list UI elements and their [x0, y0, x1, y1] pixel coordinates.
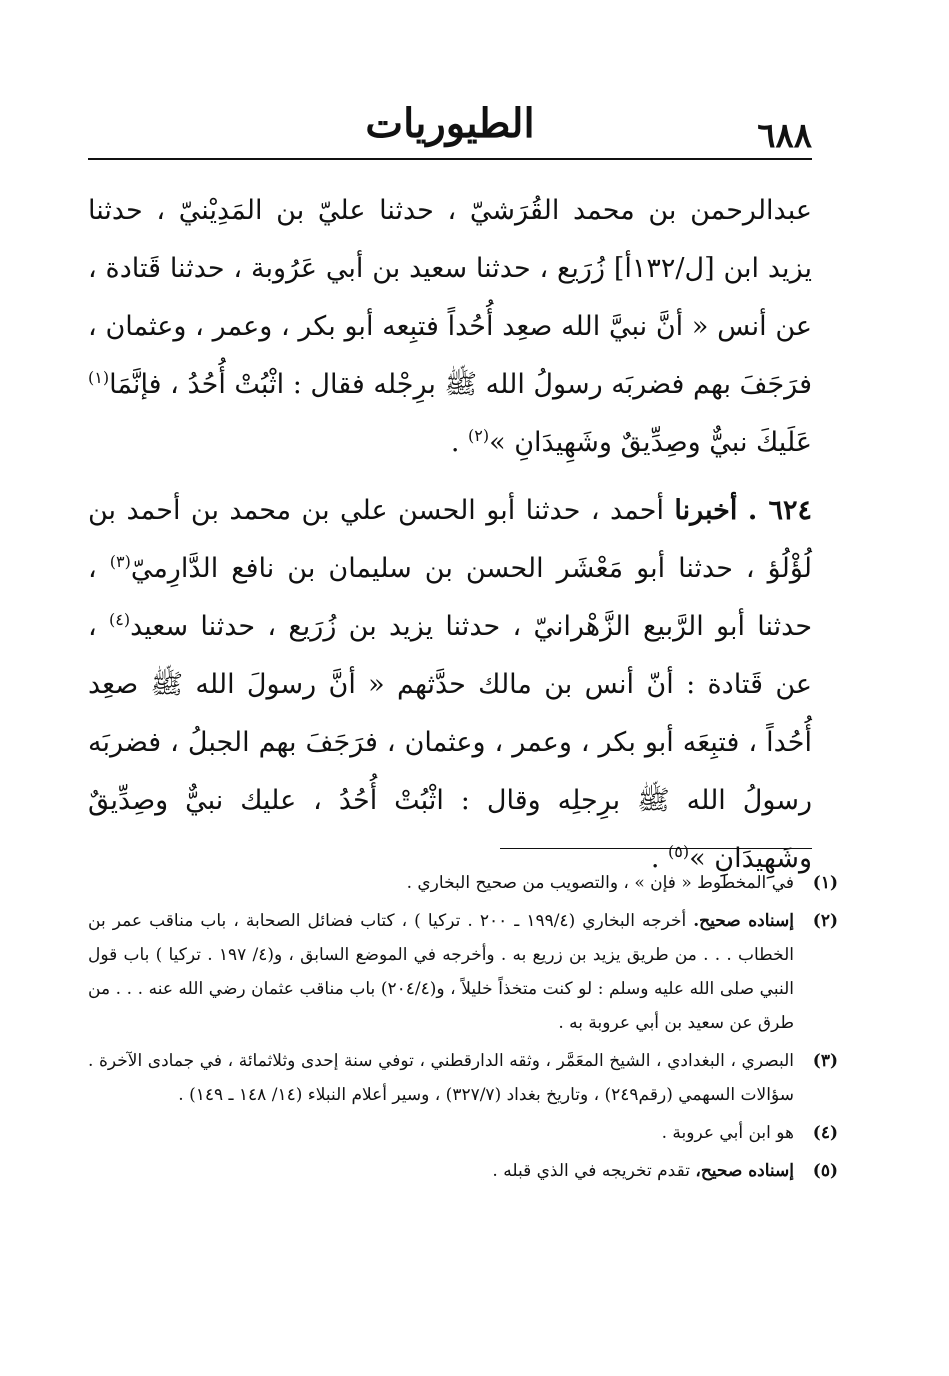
footnote-body: البصري ، البغدادي ، الشيخ المعَمَّر ، وثقه الدارقطني ، توفي سنة إحدى وثلاثمائة ، في جمادى الآخرة . سؤالات السهمي (رقم٢٤٩) ، وتاريخ بغداد (٣٢٧/٧) ، وسير أعلام النبلاء (١٤/ ١٤٨ ـ ١٤٩) .: [88, 1051, 794, 1105]
footnote-bold: إسناده صحيح،: [695, 1161, 794, 1181]
paragraph-text: عَلَيكَ نبيٌّ وصِدِّيقٌ وشَهِيدَانِ »: [489, 427, 812, 458]
footnote-2: [88, 904, 838, 1040]
footnotes: [88, 866, 838, 1192]
footnote-number: (٥): [812, 1161, 838, 1181]
hadith-number: ٦٢٤ .: [747, 495, 812, 526]
footnote-number: (٢): [812, 911, 838, 931]
footnote-4: [88, 1116, 838, 1150]
footnote-text: [88, 1154, 794, 1188]
footnote-body: أخرجه البخاري (١٩٩/٤ ـ ٢٠٠ . تركيا ) ، كتاب فضائل الصحابة ، باب مناقب عمر بن الخطاب . . . من طريق يزيد بن زريع به . وأخرجه في الموضع السابق ، و(٤/ ١٩٧ . تركيا ) باب قول النبي صلى الله عليه وسلم : لو كنت متخذاً خليلاً ، و(٢٠٤/٤) باب مناقب عثمان رضي الله عنه . . . من طرق عن سعيد بن أبي عروبة به .: [88, 911, 795, 1033]
footnote-text: [88, 866, 794, 900]
footnote-text: [88, 1044, 794, 1112]
footnote-ref-4[interactable]: (٤): [109, 610, 131, 629]
lead-word: أخبرنا: [674, 495, 738, 526]
footnote-ref-3[interactable]: (٣): [109, 552, 131, 571]
paragraph-text: .: [650, 843, 669, 874]
paragraph-text: عبدالرحمن بن محمد القُرَشيّ ، حدثنا عليّ بن المَدِيْنيّ ، حدثنا يزيد ابن [ل/١٣٢أ] زُرَيع ، حدثنا سعيد بن أبي عَرُوبة ، حدثنا قَتادة ، عن أنس « أنَّ نبيَّ الله صعِد أُحُداً فتبِعه أبو بكر ، وعمر ، وعثمان ، فرَجَفَ بهم فضربَه رسولُ الله ﷺ برِجْله فقال : اثْبُتْ أُحُدُ ، فإنَّمَا: [88, 195, 812, 400]
main-text: [88, 182, 812, 888]
paragraph-623-continuation: [88, 182, 812, 472]
footnote-body: في المخطوط « فإن » ، والتصويب من صحيح البخاري .: [406, 873, 794, 893]
page-number: ٦٨٨: [757, 116, 812, 156]
footnote-number: (٤): [812, 1123, 838, 1143]
page-header: [88, 92, 812, 162]
footnote-body: هو ابن أبي عروبة .: [661, 1123, 794, 1143]
footnote-text: [88, 1116, 794, 1150]
running-title: الطيوريات: [365, 100, 535, 147]
footnote-number: (١): [812, 873, 838, 893]
paragraph-624: [88, 482, 812, 888]
paragraph-text: ، حدثنا أبو الرَّبيع الزَّهْرانيّ ، حدثنا يزيد بن زُرَيع ، حدثنا سعيد: [88, 553, 813, 642]
footnote-ref-2[interactable]: (٢): [468, 426, 490, 445]
footnote-ref-1[interactable]: (١): [88, 368, 110, 387]
paragraph-text: أحمد ، حدثنا أبو الحسن علي بن محمد بن أحمد بن لُؤْلُؤ ، حدثنا أبو مَعْشَر الحسن بن سليمان بن نافع الدَّارِميّ: [88, 495, 812, 584]
footnote-1: [88, 866, 838, 900]
footnote-5: [88, 1154, 838, 1188]
paragraph-text: .: [450, 427, 468, 458]
footnote-body: تقدم تخريجه في الذي قبله .: [492, 1161, 696, 1181]
footnote-number: (٣): [812, 1051, 838, 1071]
footnote-separator: [500, 848, 812, 849]
footnote-ref-5[interactable]: (٥): [668, 842, 690, 861]
footnote-bold: إسناده صحيح.: [693, 911, 795, 931]
paragraph-text: ، عن قَتادة : أنّ أنس بن مالك حدَّثهم « أنَّ رسولَ الله ﷺ صعِد أُحُداً ، فتبِعَه أبو بكر ، وعمر ، وعثمان ، فرَجَفَ بهم الجبلُ ، فضربَه رسولُ الله ﷺ برِجلِه وقال : اثْبُتْ أُحُدُ ، عليك نبيٌّ وصِدِّيقٌ وشَهِيدَانِ »: [88, 611, 812, 874]
header-rule: [88, 158, 812, 160]
footnote-3: [88, 1044, 838, 1112]
footnote-text: [88, 904, 794, 1040]
